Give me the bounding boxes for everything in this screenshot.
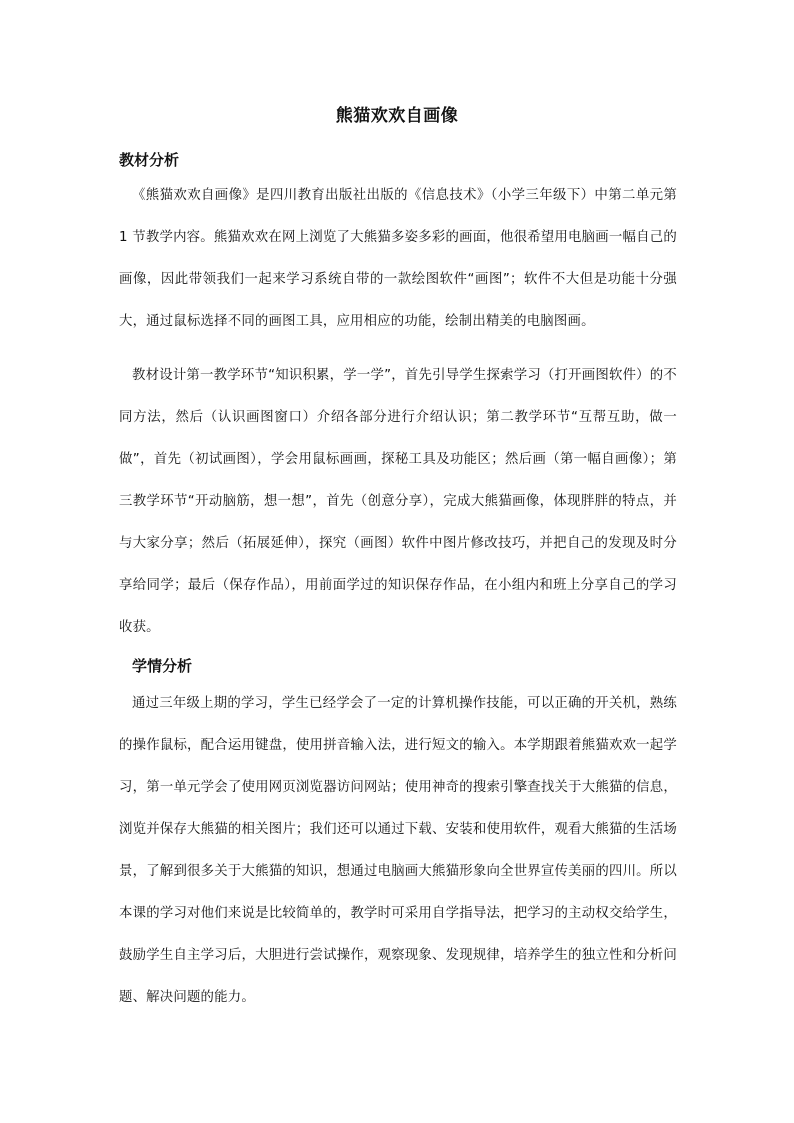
section-heading-student-analysis: 学情分析	[132, 657, 193, 675]
paragraph-textbook-intro: 《熊猫欢欢自画像》是四川教育出版社出版的《信息技术》（小学三年级下）中第二单元第 1 节教学内容。熊猫欢欢在网上浏览了大熊猫多姿多彩的画面，他很希望用电脑画一幅自己的画像，因此带领我们一起来学习系统自带的一款绘图软件“画图”；软件不大但是功能十分强大，通过鼠标选择不同的画图工具，应用相应的功能，绘制出精美的电脑图画。	[119, 188, 677, 329]
section-heading-textbook-analysis: 教材分析	[119, 151, 180, 169]
document-title: 熊猫欢欢自画像	[335, 106, 459, 126]
paragraph-student-analysis: 通过三年级上期的学习，学生已经学会了一定的计算机操作技能，可以正确的开关机，熟练的操作鼠标，配合运用键盘，使用拼音输入法，进行短文的输入。本学期跟着熊猫欢欢一起学习，第一单元学会了使用网页浏览器访问网站；使用神奇的搜索引擎查找关于大熊猫的信息，浏览并保存大熊猫的相关图片；我们还可以通过下载、安装和使用软件，观看大熊猫的生活场景，了解到很多关于大熊猫的知识，想通过电脑画大熊猫形象向全世界宣传美丽的四川。所以本课的学习对他们来说是比较简单的，教学时可采用自学指导法，把学习的主动权交给学生，鼓励学生自主学习后，大胆进行尝试操作，观察现象、发现规律，培养学生的独立性和分析问题、解决问题的能力。	[119, 696, 677, 1005]
paragraph-textbook-design: 教材设计第一教学环节“知识积累，学一学”，首先引导学生探索学习（打开画图软件）的不同方法，然后（认识画图窗口）介绍各部分进行介绍认识；第二教学环节“互帮互助，做一做”，首先（初试画图），学会用鼠标画画，探秘工具及功能区；然后画（第一幅自画像）；第三教学环节“开动脑筋，想一想”，首先（创意分享），完成大熊猫画像，体现胖胖的特点，并与大家分享；然后（拓展延伸），探究（画图）软件中图片修改技巧，并把自己的发现及时分享给同学；最后（保存作品），用前面学过的知识保存作品，在小组内和班上分享自己的学习收获。	[119, 368, 677, 635]
